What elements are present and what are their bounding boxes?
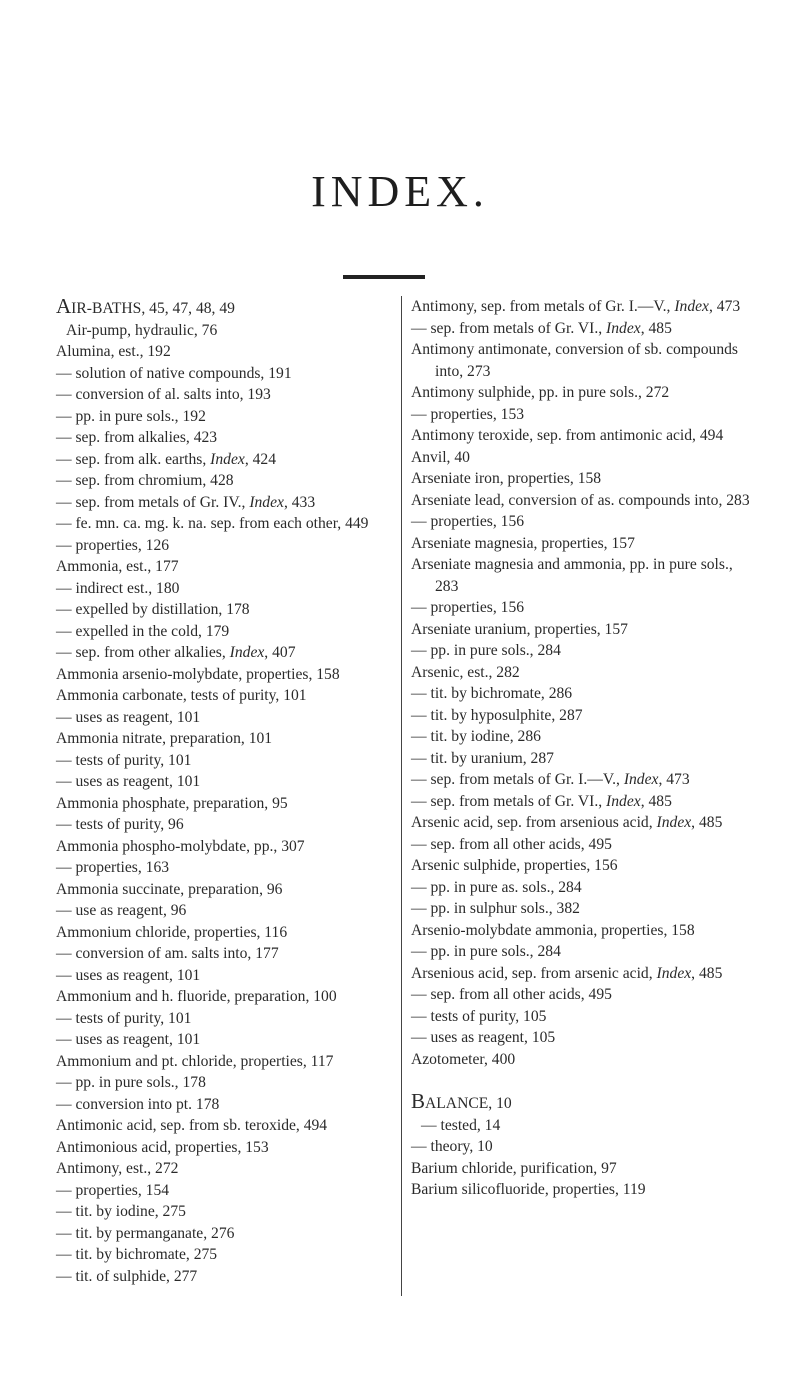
- index-entry: — sep. from metals of Gr. VI., Index, 485: [411, 792, 672, 810]
- index-entry: — expelled by distillation, 178: [56, 601, 250, 618]
- index-entry: — uses as reagent, 101: [56, 1031, 201, 1048]
- index-entry: Antimonious acid, properties, 153: [56, 1138, 269, 1156]
- index-entry: — pp. in pure sols., 192: [56, 407, 206, 425]
- index-entry: Ammonia nitrate, preparation, 101: [56, 730, 273, 747]
- index-entry: — properties, 163: [56, 859, 170, 876]
- index-entry: Arseniate magnesia, properties, 157: [411, 534, 635, 552]
- index-entry: — conversion of am. salts into, 177: [56, 945, 279, 962]
- index-column-left: [56, 296, 396, 1287]
- index-entry: — sep. from all other acids, 495: [411, 986, 612, 1003]
- index-entry: Arsenic, est., 282: [411, 663, 520, 681]
- index-entry: — fe. mn. ca. mg. k. na. sep. from each other, 449: [56, 515, 369, 532]
- index-entry: Arsenious acid, sep. from arsenic acid, Index, 485: [411, 964, 723, 982]
- index-entry: — conversion of al. salts into, 193: [56, 386, 271, 403]
- index-entry: — sep. from chromium, 428: [56, 472, 234, 489]
- index-entry: — pp. in pure sols., 284: [411, 943, 561, 960]
- index-entry: — uses as reagent, 101: [56, 773, 201, 790]
- index-entry: — tit. by bichromate, 275: [56, 1246, 218, 1263]
- index-entry: — tests of purity, 105: [411, 1007, 547, 1025]
- index-entry: — uses as reagent, 105: [411, 1029, 556, 1046]
- index-entry: Antimony, est., 272: [56, 1160, 179, 1177]
- index-entry: — sep. from alkalies, 423: [56, 429, 218, 446]
- index-entry: — sep. from metals of Gr. I.—V., Index, 473: [411, 771, 690, 788]
- index-entry: Antimony antimonate, conversion of sb. compounds into, 273: [411, 341, 738, 380]
- index-entry: — pp. in pure sols., 284: [411, 642, 561, 659]
- index-entry: Ammonia, est., 177: [56, 558, 179, 575]
- index-entry: — properties, 156: [411, 599, 525, 616]
- index-entry: — pp. in pure sols., 178: [56, 1074, 206, 1091]
- index-entry: — theory, 10: [411, 1138, 493, 1155]
- index-entry: Arsenic sulphide, properties, 156: [411, 857, 618, 874]
- index-entry: — properties, 156: [411, 513, 525, 530]
- index-entry: Ammonia carbonate, tests of purity, 101: [56, 687, 307, 704]
- index-entry: Arsenic acid, sep. from arsenious acid, Index, 485: [411, 814, 723, 831]
- index-entry: — properties, 154: [56, 1181, 170, 1199]
- page-title: INDEX.: [311, 167, 489, 216]
- index-entry: — sep. from other alkalies, Index, 407: [56, 644, 296, 661]
- index-entry: Ammonia succinate, preparation, 96: [56, 880, 283, 898]
- index-entry: Ammonium chloride, properties, 116: [56, 923, 288, 941]
- index-entry: Ammonia phospho-molybdate, pp., 307: [56, 837, 305, 855]
- index-entry: Ammonia phosphate, preparation, 95: [56, 794, 288, 812]
- index-entry: — tests of purity, 101: [56, 1009, 192, 1027]
- index-entry: — sep. from metals of Gr. VI., Index, 485: [411, 319, 672, 337]
- index-entry: — properties, 126: [56, 536, 170, 554]
- title-rule: [343, 275, 425, 279]
- index-entry: — conversion into pt. 178: [56, 1095, 220, 1113]
- index-entry: Ammonia arsenio-molybdate, properties, 158: [56, 665, 340, 683]
- index-entry: Ammonium and pt. chloride, properties, 117: [56, 1052, 334, 1070]
- index-entry: BALANCE, 10: [411, 1089, 512, 1113]
- section-gap: [411, 1070, 751, 1091]
- index-entry: Barium silicofluoride, properties, 119: [411, 1181, 646, 1198]
- index-entry: Ammonium and h. fluoride, preparation, 100: [56, 988, 337, 1005]
- index-entry: — tests of purity, 101: [56, 751, 192, 769]
- index-entry: — tit. by iodine, 275: [56, 1203, 186, 1220]
- index-entry: Air-pump, hydraulic, 76: [66, 321, 218, 339]
- index-column-right: [401, 296, 751, 1296]
- index-entry: AIR-BATHS, 45, 47, 48, 49: [56, 294, 235, 318]
- index-entry: Arsenio-molybdate ammonia, properties, 158: [411, 921, 695, 939]
- index-entry: — sep. from alk. earths, Index, 424: [56, 450, 276, 468]
- index-entry: — tests of purity, 96: [56, 816, 184, 833]
- index-entry: — properties, 153: [411, 405, 525, 423]
- index-entry: — pp. in sulphur sols., 382: [411, 900, 580, 917]
- index-entry: Arseniate iron, properties, 158: [411, 470, 602, 487]
- index-entry: — use as reagent, 96: [56, 902, 187, 919]
- index-entry: — tit. by uranium, 287: [411, 749, 554, 767]
- index-entry: — sep. from metals of Gr. IV., Index, 433: [56, 493, 316, 511]
- index-entry: — tested, 14: [421, 1116, 501, 1134]
- index-entry: Arseniate magnesia and ammonia, pp. in pure sols., 283: [411, 556, 733, 595]
- index-entry: — tit. by hyposulphite, 287: [411, 706, 583, 724]
- index-entry: Antimony teroxide, sep. from antimonic acid, 494: [411, 427, 724, 444]
- index-entry: Antimony sulphide, pp. in pure sols., 272: [411, 384, 670, 401]
- index-entry: — expelled in the cold, 179: [56, 622, 230, 640]
- index-entry: — tit. by bichromate, 286: [411, 685, 573, 702]
- index-entry: — pp. in pure as. sols., 284: [411, 878, 582, 896]
- index-entry: Antimony, sep. from metals of Gr. I.—V., Index, 473: [411, 298, 741, 315]
- index-entry: Antimonic acid, sep. from sb. teroxide, 494: [56, 1117, 328, 1134]
- index-entry: — uses as reagent, 101: [56, 966, 201, 984]
- index-entry: — uses as reagent, 101: [56, 708, 201, 726]
- index-entry: — sep. from all other acids, 495: [411, 835, 612, 853]
- index-entry: — tit. by permanganate, 276: [56, 1224, 235, 1242]
- index-entry: Azotometer, 400: [411, 1050, 516, 1068]
- index-entry: Alumina, est., 192: [56, 343, 171, 360]
- index-entry: Arseniate lead, conversion of as. compounds into, 283: [411, 491, 750, 509]
- index-entry: — indirect est., 180: [56, 579, 180, 597]
- index-entry: Barium chloride, purification, 97: [411, 1159, 617, 1177]
- index-entry: Arseniate uranium, properties, 157: [411, 620, 628, 638]
- index-entry: — tit. by iodine, 286: [411, 728, 541, 745]
- index-entry: — tit. of sulphide, 277: [56, 1267, 198, 1285]
- index-entry: — solution of native compounds, 191: [56, 364, 292, 382]
- index-entry: Anvil, 40: [411, 448, 470, 466]
